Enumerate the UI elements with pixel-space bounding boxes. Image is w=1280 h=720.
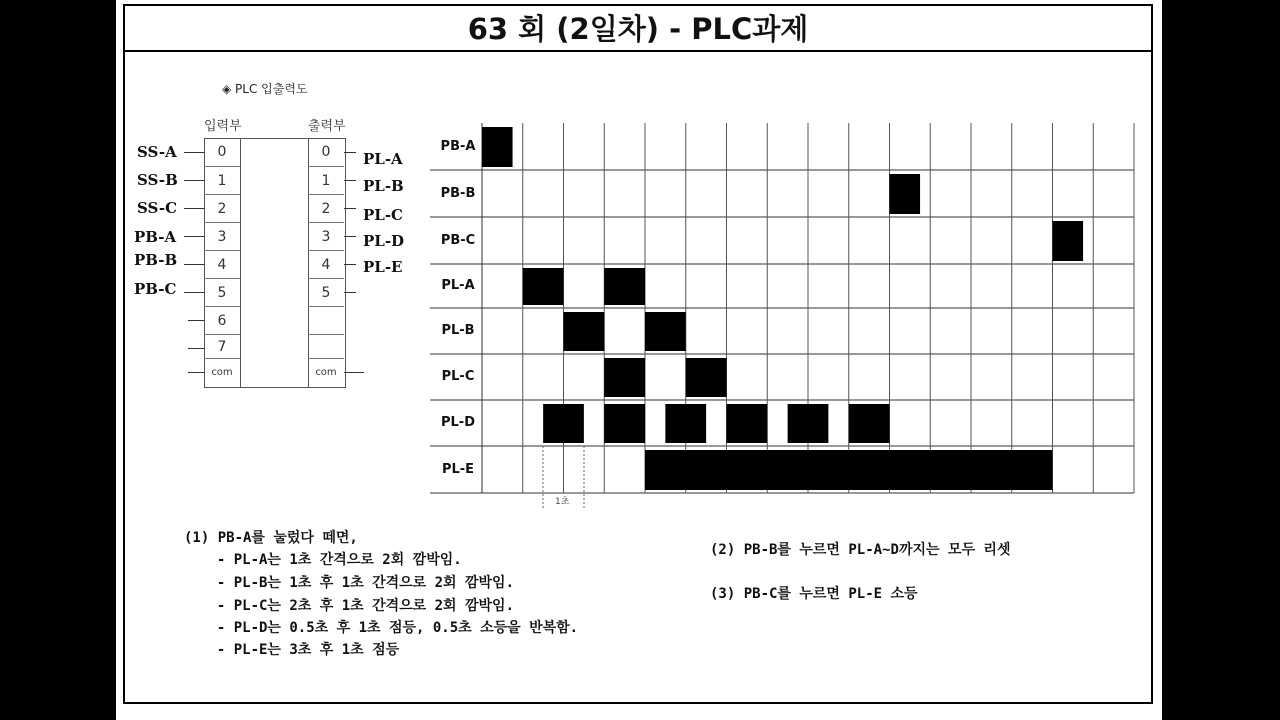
input-wire [188, 320, 204, 321]
output-label: PL-D [363, 232, 405, 250]
input-terminal: 3 [204, 222, 240, 250]
note-line: - PL-E는 3초 후 1초 점등 [200, 642, 400, 658]
output-terminal: 2 [308, 194, 344, 222]
timing-row-label: PL-E [441, 461, 475, 477]
input-label: PB-A [134, 228, 177, 246]
input-label: PB-C [134, 280, 177, 298]
plc-center [240, 138, 310, 388]
input-wire [184, 264, 204, 265]
input-label: SS-C [137, 199, 178, 217]
output-wire [344, 208, 356, 209]
output-wire [344, 180, 356, 181]
note-line: (2) PB-B를 누르면 PL-A~D까지는 모두 리셋 [710, 542, 1011, 558]
output-terminal [308, 334, 344, 358]
output-terminal: 0 [321, 144, 331, 160]
input-header: 입력부 [204, 119, 242, 134]
input-terminal: 5 [204, 278, 240, 306]
timing-row-label: PL-C [441, 369, 475, 384]
output-terminal: 4 [308, 250, 344, 278]
input-terminal: com [204, 358, 240, 386]
input-wire [184, 208, 204, 209]
input-label: SS-A [137, 143, 177, 161]
io-diagram-heading: ◈ PLC 입출력도 [222, 82, 308, 96]
timing-row-label: PL-A [441, 278, 475, 293]
timing-row-label: PB-C [440, 232, 476, 248]
input-terminal: 4 [204, 250, 240, 278]
output-wire [344, 292, 356, 293]
input-label: PB-B [134, 251, 178, 269]
output-terminal: 3 [308, 222, 344, 250]
timing-row-label: PL-B [441, 323, 475, 338]
output-wire [344, 372, 364, 373]
input-terminal: 6 [204, 306, 240, 334]
input-wire [184, 152, 204, 153]
note-line: (3) PB-C를 누르면 PL-E 소등 [710, 586, 918, 602]
output-wire [344, 236, 356, 237]
output-wire [344, 264, 356, 265]
output-label: PL-A [363, 150, 403, 168]
timing-row-label: PB-B [440, 185, 476, 201]
input-terminal: 2 [204, 194, 240, 222]
input-wire [184, 236, 204, 237]
input-wire [184, 292, 204, 293]
input-terminal: 7 [204, 334, 240, 358]
output-terminal: 1 [308, 166, 344, 194]
output-label: PL-E [363, 258, 403, 276]
output-terminal: 5 [308, 278, 344, 306]
time-unit-label: 1초 [555, 497, 570, 507]
note-line: - PL-C는 2초 후 1초 간격으로 2회 깜박임. [200, 598, 515, 614]
note-line: (1) PB-A를 눌렀다 떼면, [184, 530, 358, 546]
note-line: - PL-A는 1초 간격으로 2회 깜박임. [200, 552, 462, 568]
input-wire [188, 372, 204, 373]
page-title: 63 회 (2일차) - PLC과제 [467, 12, 809, 46]
input-wire [184, 180, 204, 181]
output-terminal [308, 306, 344, 334]
input-terminal: 1 [204, 166, 240, 194]
note-line: - PL-B는 1초 후 1초 간격으로 2회 깜박임. [200, 575, 515, 591]
timing-row-label: PB-A [440, 138, 476, 154]
output-label: PL-C [363, 206, 403, 224]
output-label: PL-B [363, 177, 404, 195]
output-wire [344, 152, 356, 153]
input-terminal: 0 [217, 144, 227, 160]
timing-row-label: PL-D [441, 415, 475, 430]
output-header: 출력부 [308, 119, 346, 134]
input-wire [188, 348, 204, 349]
input-label: SS-B [137, 171, 178, 189]
output-terminal: com [308, 358, 344, 386]
note-line: - PL-D는 0.5초 후 1초 점등, 0.5초 소등을 반복함. [200, 620, 579, 636]
